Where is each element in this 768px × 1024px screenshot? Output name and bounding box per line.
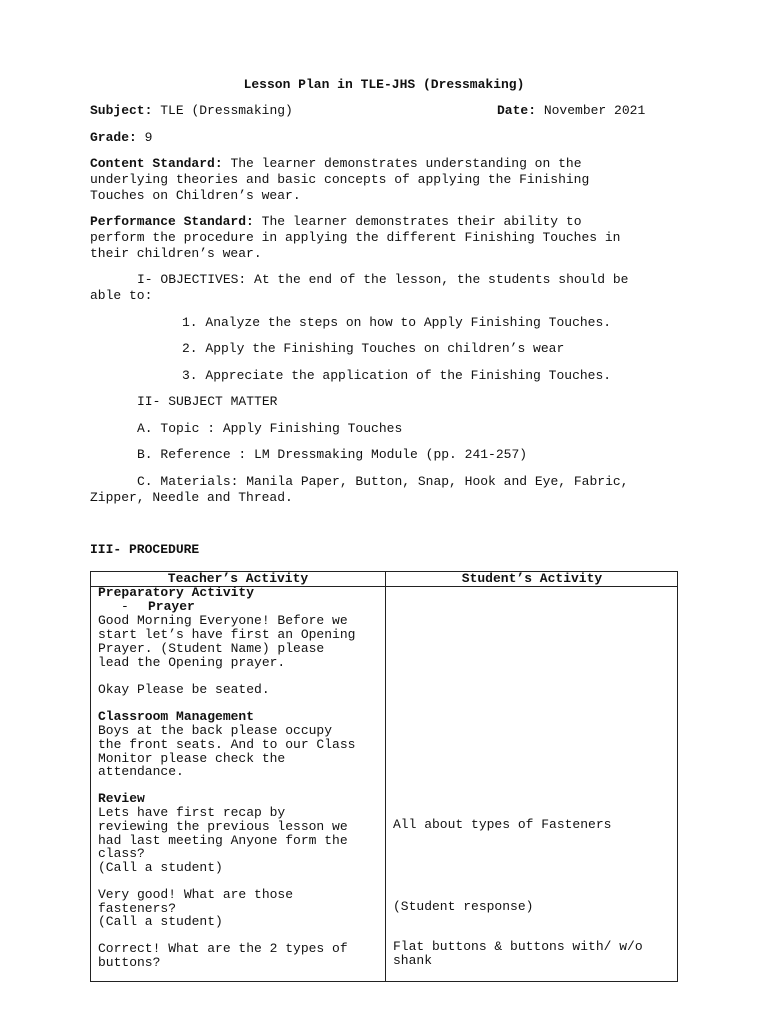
subject-line (90, 103, 293, 119)
content-standard-line-3: Touches on Children’s wear. (90, 188, 301, 203)
preparatory-activity-heading: Preparatory Activity (98, 585, 255, 600)
content-standard-line-2: underlying theories and basic concepts of applying the Finishing (90, 172, 590, 187)
prayer-text-4: lead the Opening prayer. (98, 655, 286, 670)
subject-matter-heading: II- SUBJECT MATTER (137, 394, 278, 409)
grade-value: 9 (144, 130, 153, 145)
subject-matter-materials-1: C. Materials: Manila Paper, Button, Snap, Hook and Eye, Fabric, (137, 474, 629, 489)
subject-matter-materials-2: Zipper, Needle and Thread. (90, 490, 293, 505)
review-text-1: Lets have first recap by (98, 805, 286, 820)
classroom-management-text-4: attendance. (98, 764, 184, 779)
student-response-buttons-2: shank (393, 953, 433, 968)
procedure-table (90, 571, 678, 982)
prayer-text-3: Prayer. (Student Name) please (98, 641, 325, 656)
subject-matter-topic: A. Topic : Apply Finishing Touches (137, 421, 403, 436)
date-line (497, 103, 645, 119)
performance-standard-text-1: The learner demonstrates their ability to (261, 214, 582, 229)
student-response-generic: (Student response) (393, 899, 534, 914)
table-column-divider (385, 572, 386, 981)
correct-text-2: buttons? (98, 955, 161, 970)
objective-item-1: 1. Analyze the steps on how to Apply Finishing Touches. (182, 315, 612, 330)
prayer-text-1: Good Morning Everyone! Before we (98, 613, 348, 628)
review-text-5: (Call a student) (98, 860, 223, 875)
teacher-activity-header: Teacher’s Activity (167, 571, 309, 586)
content-standard-text-1: The learner demonstrates understanding on the (230, 156, 582, 171)
date-label: Date: (497, 103, 537, 118)
grade-line (90, 130, 152, 146)
student-response-buttons-1: Flat buttons & buttons with/ w/o (393, 939, 643, 954)
objectives-heading-cont: able to: (90, 288, 153, 303)
subject-value: TLE (Dressmaking) (160, 103, 293, 118)
review-heading: Review (98, 791, 145, 806)
classroom-management-heading: Classroom Management (98, 709, 255, 724)
student-response-fasteners: All about types of Fasteners (393, 817, 612, 832)
content-standard-label: Content Standard: (90, 156, 223, 171)
grade-label: Grade: (90, 130, 137, 145)
classroom-management-text-1: Boys at the back please occupy (98, 723, 333, 738)
performance-standard-line-1 (90, 214, 582, 230)
objective-item-2: 2. Apply the Finishing Touches on children’s wear (182, 341, 565, 356)
very-good-text-1: Very good! What are those (98, 887, 294, 902)
document-title: Lesson Plan in TLE-JHS (Dressmaking) (243, 77, 525, 92)
content-standard-line-1 (90, 156, 582, 172)
classroom-management-text-2: the front seats. And to our Class (98, 737, 356, 752)
performance-standard-line-2: perform the procedure in applying the different Finishing Touches in (90, 230, 621, 245)
objective-item-3: 3. Appreciate the application of the Finishing Touches. (182, 368, 612, 383)
be-seated-text: Okay Please be seated. (98, 682, 270, 697)
objectives-heading: I- OBJECTIVES: At the end of the lesson, the students should be (137, 272, 629, 287)
prayer-heading: Prayer (148, 599, 195, 614)
very-good-text-3: (Call a student) (98, 914, 223, 929)
subject-matter-reference: B. Reference : LM Dressmaking Module (pp. 241-257) (137, 447, 528, 462)
performance-standard-label: Performance Standard: (90, 214, 254, 229)
prayer-dash: - (121, 599, 129, 614)
performance-standard-line-3: their children’s wear. (90, 246, 262, 261)
date-value: November 2021 (543, 103, 646, 118)
prayer-text-2: start let’s have first an Opening (98, 627, 356, 642)
subject-label: Subject: (90, 103, 153, 118)
review-text-2: reviewing the previous lesson we (98, 819, 348, 834)
correct-text-1: Correct! What are the 2 types of (98, 941, 348, 956)
very-good-text-2: fasteners? (98, 901, 177, 916)
classroom-management-text-3: Monitor please check the (98, 751, 286, 766)
review-text-3: had last meeting Anyone form the (98, 833, 348, 848)
procedure-heading: III- PROCEDURE (90, 542, 200, 557)
student-activity-header: Student’s Activity (461, 571, 603, 586)
review-text-4: class? (98, 846, 145, 861)
